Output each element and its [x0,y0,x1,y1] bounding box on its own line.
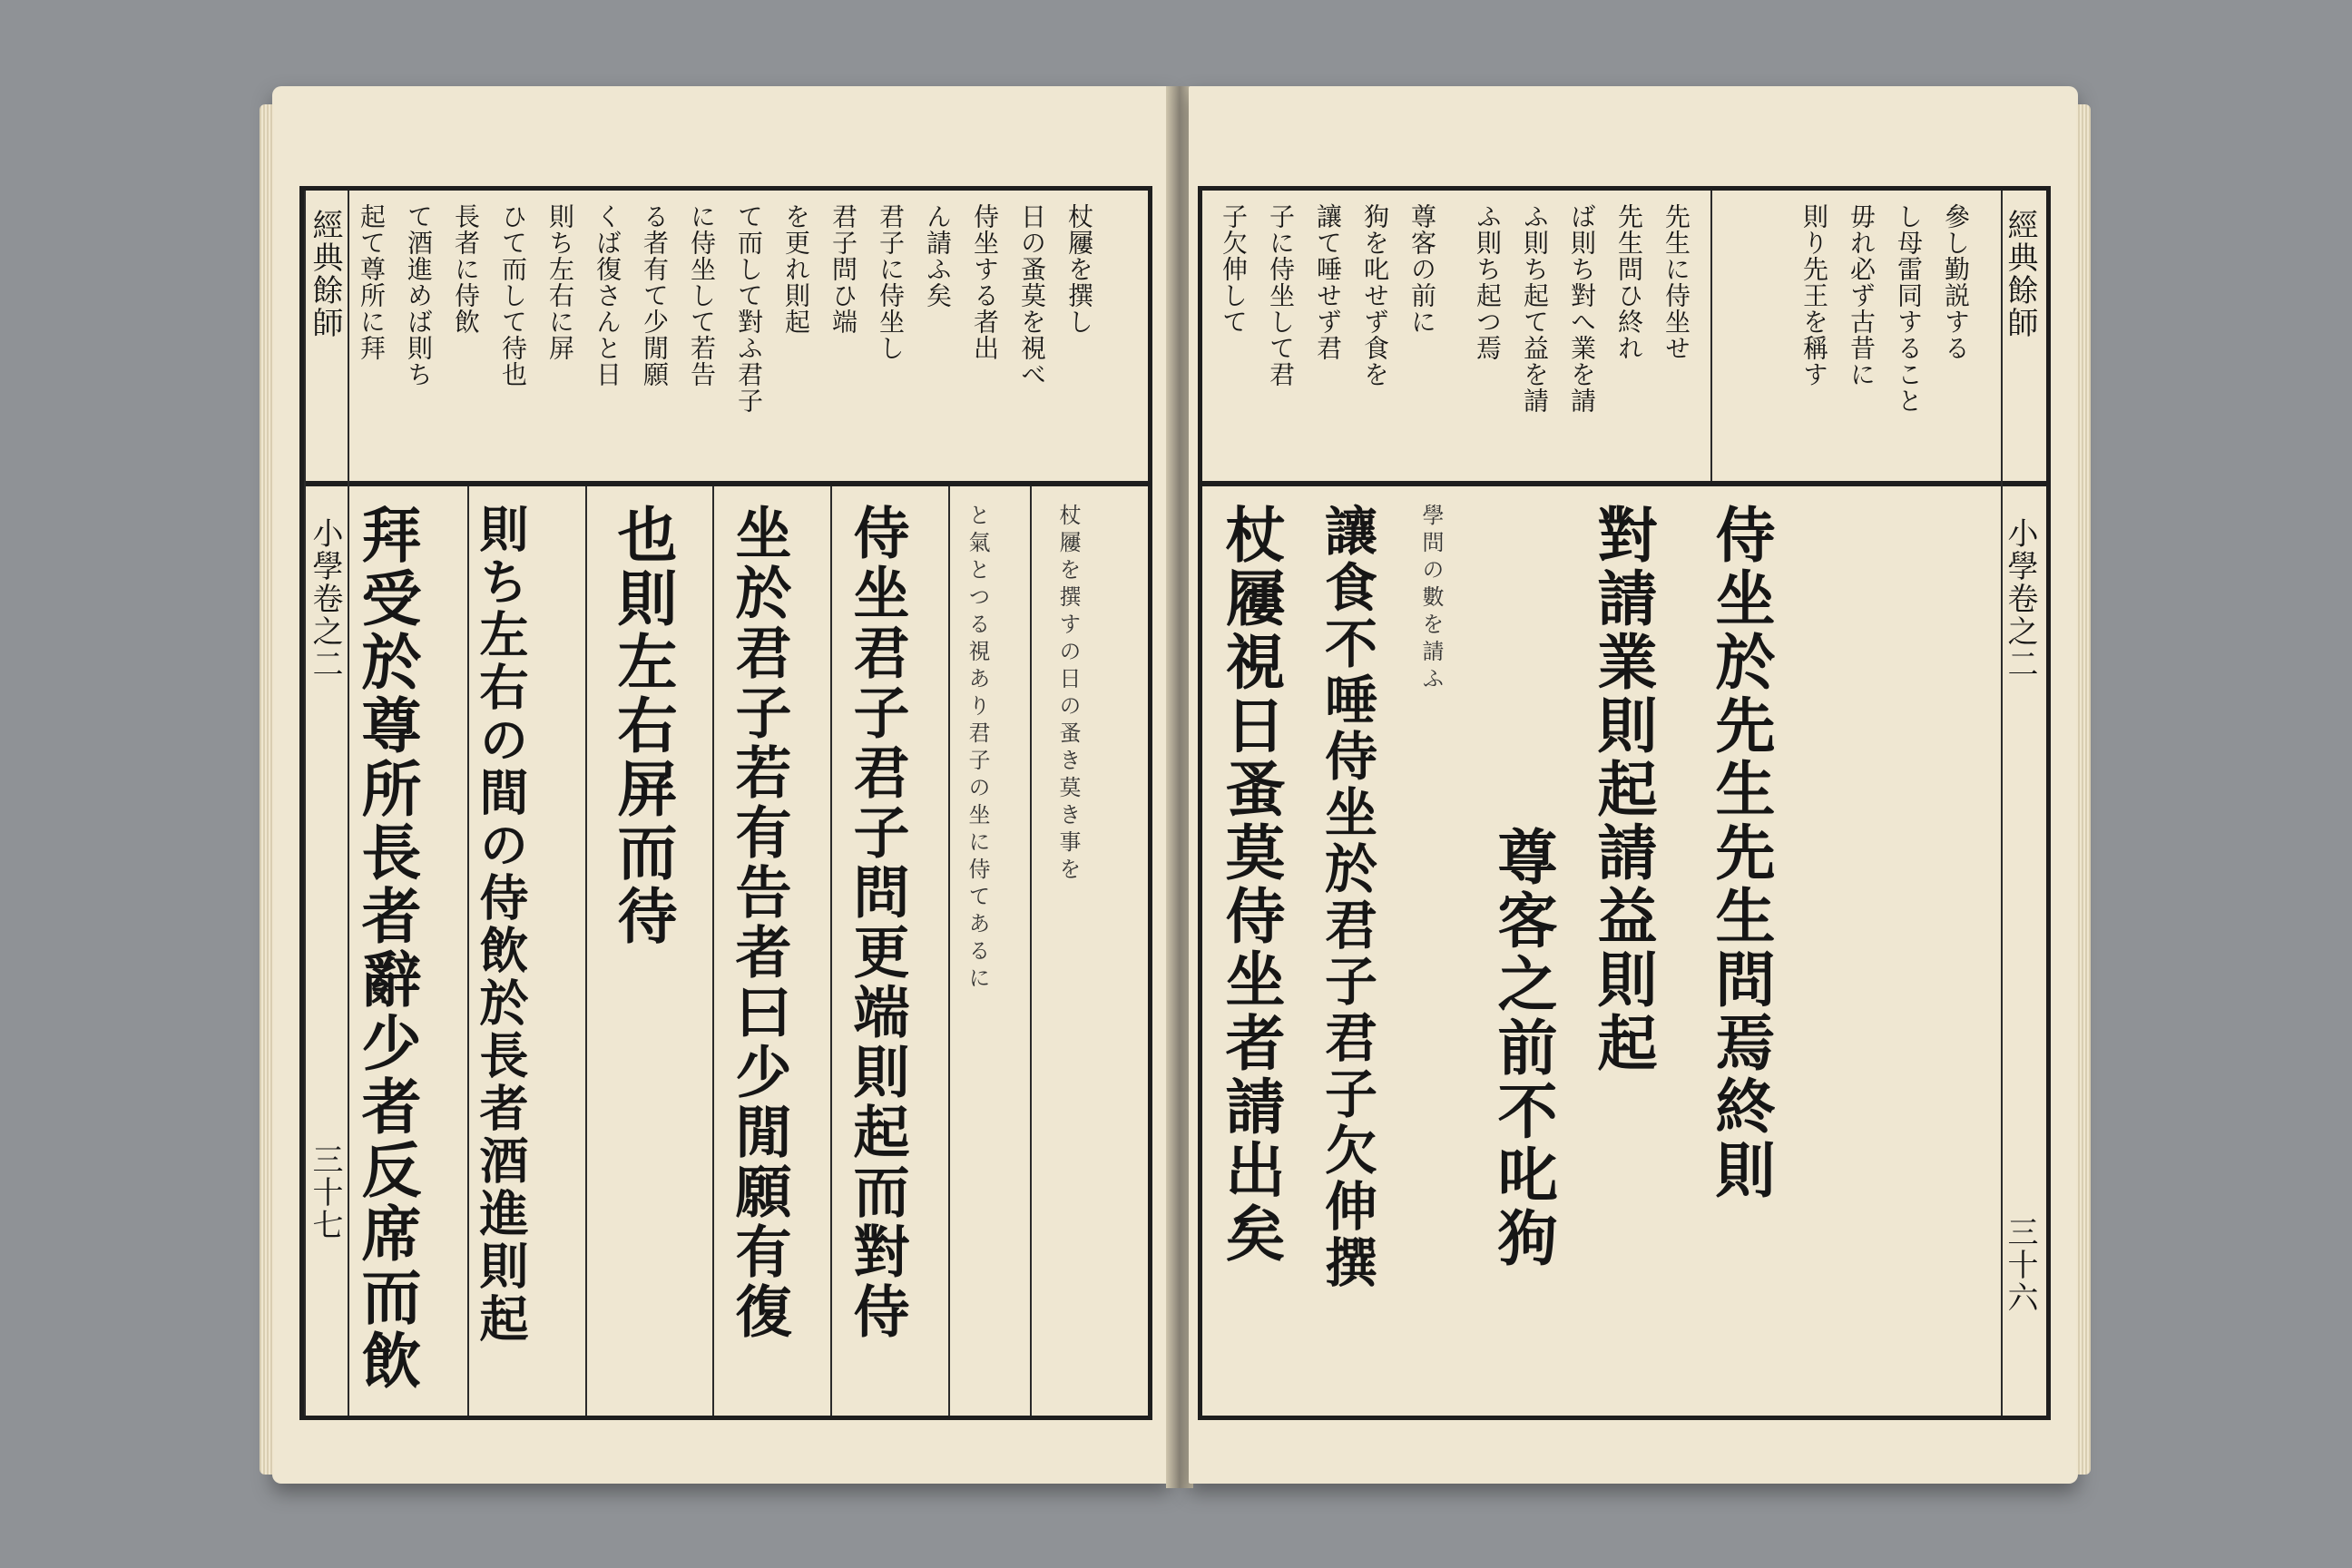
main-text-column: 讓食不唾侍坐於君子君子欠伸撰 [1316,504,1377,1291]
upper-line: ば則ち對へ業を請 [1567,203,1597,414]
margin-volume: 小學卷之二 [2002,517,2038,681]
margin-column [304,191,343,1416]
upper-register-divider [304,481,1148,486]
upper-line: ふ則ち起つ焉 [1473,203,1503,361]
upper-line: る者有て少閒願 [640,203,670,387]
upper-line: 先生に侍坐せ [1661,203,1691,361]
right-page-frame [1198,186,2051,1420]
margin-page-number: 三十六 [2002,1216,2038,1314]
main-text-column: 拜受於尊所長者辭少者反席而飲 [351,504,422,1393]
upper-line: 則ち左右に屏 [545,203,575,361]
upper-line: 則り先王を稱す [1799,203,1829,387]
upper-line: ん請ふ矣 [923,203,953,309]
main-text-column: 尊客之前不叱狗 [1487,826,1558,1270]
page-edges-right [2076,104,2091,1475]
margin-volume: 小學卷之二 [307,517,343,681]
upper-line: 毋れ必ず古昔に [1847,203,1877,387]
main-text-column: 坐於君子若有告者曰少閒願有復 [726,504,792,1342]
upper-line: ひて而して待也 [498,203,528,387]
main-text-column: 對請業則起請益則起 [1587,504,1658,1075]
upper-rule [1710,191,1712,481]
upper-line: 尊客の前に [1407,203,1437,335]
upper-line: 先生問ひ終れ [1614,203,1644,361]
column-rule [467,486,469,1416]
upper-register-divider [1202,481,2046,486]
open-book [272,86,2078,1493]
gloss-column: 學問の數を請ふ [1418,504,1444,694]
upper-line: 起て尊所に拜 [357,203,387,361]
margin-title: 經典餘師 [2002,209,2038,339]
margin-page-number: 三十七 [307,1143,343,1241]
upper-line: 狗を叱せず食を [1360,203,1390,387]
upper-line: 子欠伸して [1219,203,1249,335]
column-rule [830,486,832,1416]
upper-line: 讓て唾せず君 [1313,203,1343,361]
upper-line: て而して對ふ君子 [734,203,764,414]
upper-line: 杖屨を撰し [1064,203,1094,335]
gloss-column: と氣とつる視あり君子の坐に侍てあるに [965,504,990,994]
column-rule [948,486,950,1416]
gloss-column: 杖屨を撰すの日の蚤き莫き事を [1055,504,1081,885]
column-rule [712,486,714,1416]
upper-line: 君子に侍坐し [876,203,906,361]
upper-line: 君子問ひ端 [828,203,858,335]
upper-line: に侍坐して若告 [687,203,717,387]
right-page [1189,86,2078,1484]
left-page [272,86,1171,1484]
upper-line: 長者に侍飲 [451,203,481,335]
page-edges-left [260,104,274,1475]
upper-line: し母雷同すること [1894,203,1924,414]
main-text-column: 侍坐於先生先生問焉終則 [1705,504,1776,1202]
column-rule [348,486,349,1416]
margin-title: 經典餘師 [307,209,343,339]
left-page-frame [299,186,1152,1420]
column-rule [1030,486,1032,1416]
main-text-column: 杖屨視日蚤莫侍坐者請出矣 [1215,504,1286,1266]
upper-line: 侍坐する者出 [970,203,1000,361]
column-rule [585,486,587,1416]
upper-line: くば復さんと日 [593,203,622,387]
main-text-column: 侍坐君子君子問更端則起而對侍 [844,504,910,1342]
upper-line: を更れ則起 [781,203,811,335]
upper-line: て酒進めば則ち [404,203,434,387]
upper-line: 參し勤説する [1941,203,1971,361]
upper-line: ふ則ち起て益を請 [1520,203,1550,414]
main-text-column: 則ち左右の間の侍飲於長者酒進則起 [472,504,530,1346]
upper-line: 子に侍坐して君 [1266,203,1296,387]
main-text-column: 也則左右屏而待 [607,504,678,948]
upper-line: 日の蚤莫を視べ [1017,203,1047,387]
